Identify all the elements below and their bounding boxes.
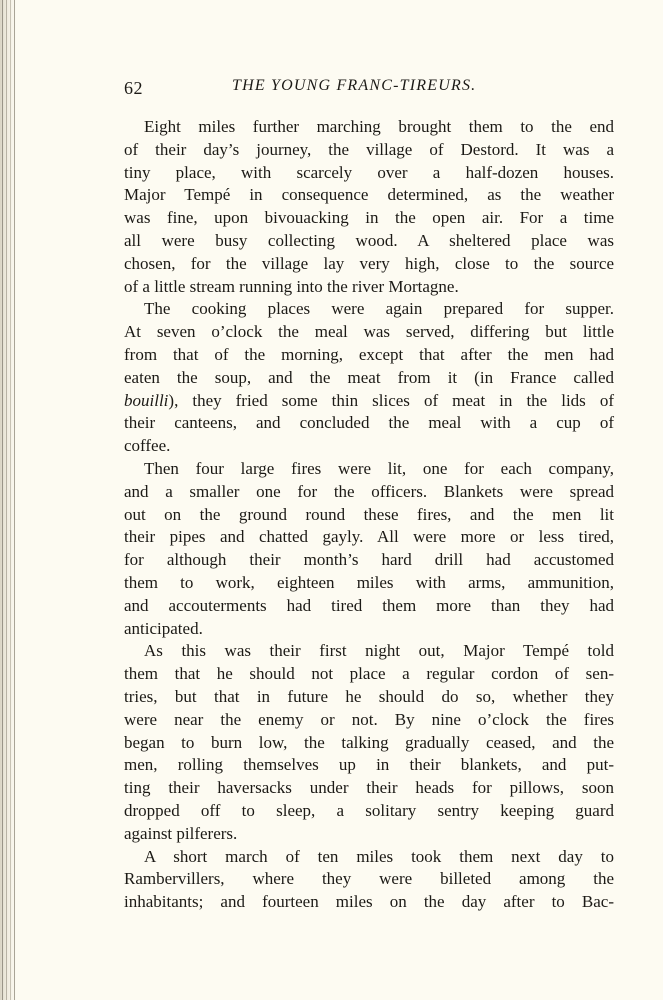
text-line: and accouterments had tired them more than they had xyxy=(124,595,614,615)
text-line: As this was their first night out, Major Tempé told xyxy=(144,641,614,661)
binding-line xyxy=(10,0,11,1000)
text-line: dropped off to sleep, a solitary sentry keeping guard xyxy=(124,800,614,820)
page-number: 62 xyxy=(124,78,143,98)
binding-line xyxy=(14,0,15,1000)
text-line: Rambervillers, where they were billeted among the xyxy=(124,869,614,889)
text-line: Eight miles further marching brought them to the end xyxy=(144,117,614,136)
text-line: At seven o’clock the meal was served, differing but little xyxy=(124,322,614,342)
text-line: men, rolling themselves up in their blankets, and put- xyxy=(124,755,614,775)
text-line: from that of the morning, except that after the men had xyxy=(124,344,614,364)
italic-term: bouilli xyxy=(124,390,169,410)
body-text xyxy=(124,116,614,914)
text-line: Major Tempé in consequence determined, as the weather xyxy=(124,185,614,205)
text-line: them to work, eighteen miles with arms, ammunition, xyxy=(124,572,614,592)
text-line: all were busy collecting wood. A sheltered place was xyxy=(124,230,614,250)
text-line: inhabitants; and fourteen miles on the day after to Bac- xyxy=(124,892,614,912)
text-line: their canteens, and concluded the meal with a cup of xyxy=(124,413,614,433)
text-line: for although their month’s hard drill had accustomed xyxy=(124,550,614,570)
page-header xyxy=(124,76,614,102)
text-line: against pilferers. xyxy=(124,823,238,843)
text-line: of their day’s journey, the village of Destord. It was a xyxy=(124,139,614,159)
text-line: tiny place, with scarcely over a half-dozen houses. xyxy=(124,162,614,182)
text-line: out on the ground round these fires, and the men lit xyxy=(124,504,614,524)
text-line: eaten the soup, and the meat from it (in France called xyxy=(124,367,614,387)
text-line: tries, but that in future he should do so, whether they xyxy=(124,686,614,706)
running-title: THE YOUNG FRANC-TIREURS. xyxy=(232,77,477,94)
text-line: coffee. xyxy=(124,436,171,456)
text-line: Then four large fires were lit, one for each company, xyxy=(144,458,614,478)
text-line: anticipated. xyxy=(124,618,203,638)
text-line: and a smaller one for the officers. Blankets were spread xyxy=(124,481,614,501)
text-line: them that he should not place a regular cordon of sen- xyxy=(124,664,614,684)
text-line: was fine, upon bivouacking in the open air. For a time xyxy=(124,208,614,228)
text-line: chosen, for the village lay very high, close to the source xyxy=(124,253,614,273)
text-line: ting their haversacks under their heads for pillows, soon xyxy=(124,778,614,798)
text-line: began to burn low, the talking gradually ceased, and the xyxy=(124,732,614,752)
text-line: A short march of ten miles took them next day to xyxy=(144,846,614,866)
binding-line xyxy=(2,0,3,1000)
text-line: of a little stream running into the river Mortagne. xyxy=(124,276,459,296)
page-binding-edge xyxy=(0,0,16,1000)
text-line: The cooking places were again prepared for supper. xyxy=(144,299,614,319)
text-line: bouilli), they fried some thin slices of meat in the lids of xyxy=(124,390,614,410)
text-line: were near the enemy or not. By nine o’clock the fires xyxy=(124,709,614,729)
text-line: their pipes and chatted gayly. All were more or less tired, xyxy=(124,527,614,547)
binding-line xyxy=(6,0,7,1000)
